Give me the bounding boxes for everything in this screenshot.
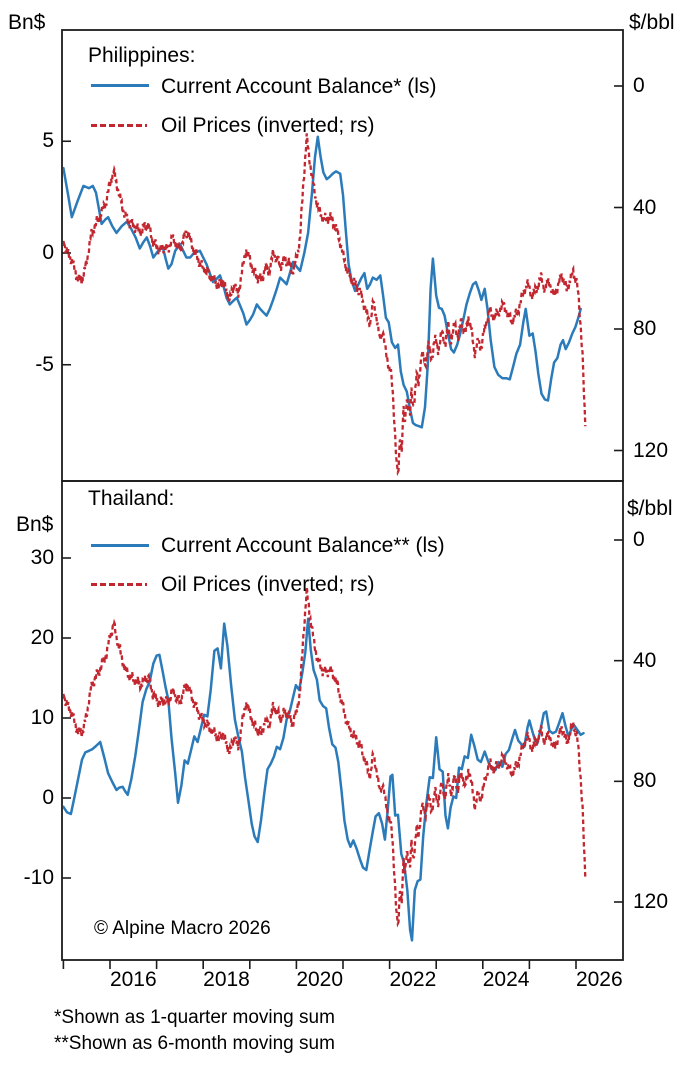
right-axis-unit-top: $/bbl	[629, 11, 675, 34]
x-axis-label-2018: 2018	[203, 968, 250, 991]
current-account-line	[63, 619, 583, 941]
x-axis-label-2022: 2022	[389, 968, 437, 991]
legend-label-current-account: Current Account Balance* (ls)	[161, 75, 437, 98]
x-axis-label-2026: 2026	[575, 968, 623, 991]
right-tick-label-0: 0	[633, 74, 645, 97]
legend-label-oil-prices: Oil Prices (inverted; rs)	[161, 114, 375, 137]
left-axis-unit-bottom: Bn$	[16, 513, 54, 536]
oil-price-line	[63, 587, 585, 924]
legend-line-current-account-2	[91, 544, 149, 547]
left-axis-unit-top: Bn$	[8, 11, 46, 34]
right-tick-label-120: 120	[633, 438, 669, 462]
x-axis-label-2016: 2016	[109, 968, 157, 991]
right-tick-label-40: 40	[633, 195, 657, 219]
left-tick-label--10: -10	[23, 866, 54, 889]
footnote-quarter-moving-sum: *Shown as 1-quarter moving sum	[54, 1007, 335, 1028]
right-tick-label-80: 80	[633, 769, 657, 793]
left-tick-label-30: 30	[30, 546, 54, 569]
panel-title-thailand: Thailand:	[88, 487, 175, 510]
right-tick-label-40: 40	[633, 648, 657, 672]
left-tick-label-20: 20	[30, 626, 54, 649]
left-tick-label-10: 10	[30, 706, 54, 729]
x-axis-label-2020: 2020	[296, 968, 344, 991]
panel-title-philippines: Philippines:	[88, 44, 196, 67]
left-tick-label-5: 5	[42, 129, 54, 153]
oil-price-line	[63, 133, 585, 472]
current-account-line	[63, 137, 580, 428]
right-axis-unit-bottom: $/bbl	[627, 497, 673, 520]
right-tick-label-120: 120	[633, 890, 669, 913]
legend-line-current-account	[91, 84, 149, 87]
x-axis-label-2024: 2024	[482, 968, 530, 991]
left-tick-label-0: 0	[42, 786, 54, 809]
legend-label-oil-prices-2: Oil Prices (inverted; rs)	[161, 573, 375, 596]
legend-line-oil-prices	[91, 124, 147, 127]
footnote-month-moving-sum: **Shown as 6-month moving sum	[54, 1033, 335, 1054]
legend-line-oil-prices-2	[91, 583, 147, 586]
copyright-note: © Alpine Macro 2026	[94, 918, 271, 939]
left-tick-label-0: 0	[42, 241, 54, 264]
right-tick-label-0: 0	[633, 528, 645, 551]
right-tick-label-80: 80	[633, 317, 657, 340]
left-tick-label--5: -5	[35, 352, 54, 376]
legend-label-current-account-2: Current Account Balance** (ls)	[161, 534, 445, 557]
